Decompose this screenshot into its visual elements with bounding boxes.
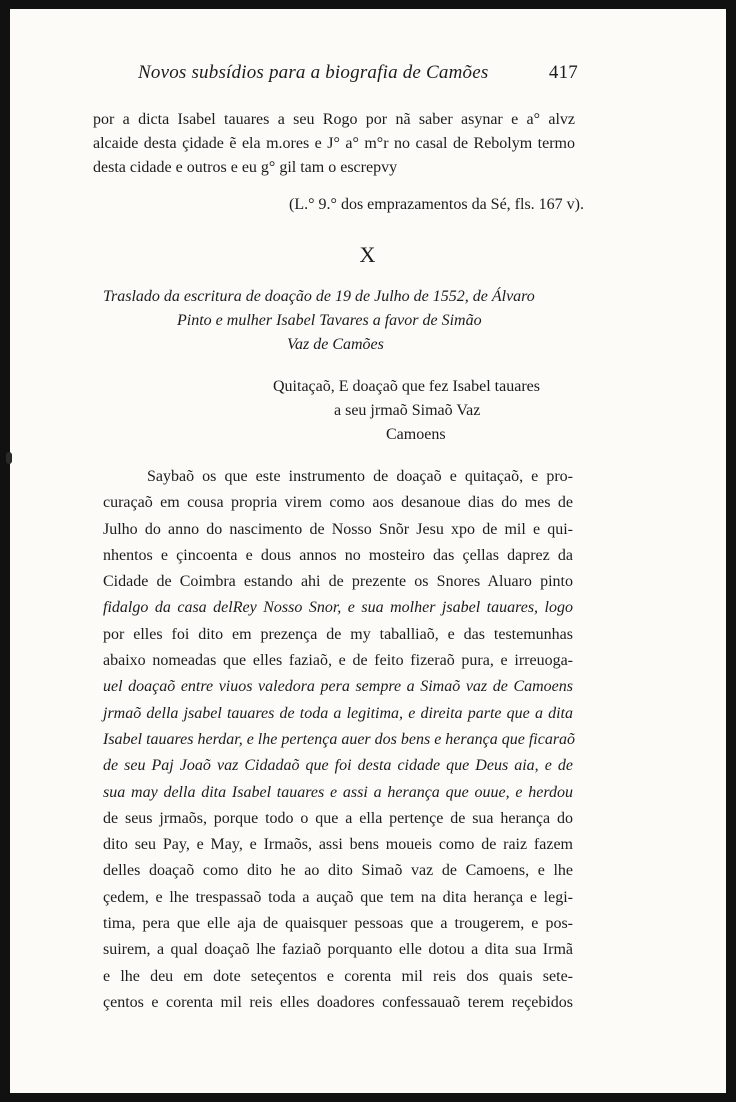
section-number: X <box>359 242 377 267</box>
body-line: curaçaõ em cousa propria virem como aos desanoue dias do mes de <box>103 494 573 512</box>
page-number: 417 <box>548 62 578 83</box>
intro-line: desta cidade e outros e eu g° gil tam o escrepvy <box>93 159 398 176</box>
document-subtitle-line: a seu jrmaõ Simaõ Vaz <box>334 402 481 419</box>
body-line: e lhe deu em dote seteçentos e corenta mil reis dos quais sete- <box>103 967 573 985</box>
body-line: dito seu Pay, e May, e Irmaõs, assi bens moueis como de raiz fazem <box>103 836 573 854</box>
section-title-line: Pinto e mulher Isabel Tavares a favor de Simão <box>177 312 482 329</box>
section-title-line: Vaz de Camões <box>287 336 384 353</box>
running-header <box>138 62 578 84</box>
body-line: Isabel tauares herdar, e lhe pertença auer dos bens e herança que ficaraõ <box>103 730 576 748</box>
document-subtitle-line: Camoens <box>386 426 446 443</box>
body-line: delles doaçaõ como dito he ao dito Simaõ vaz de Camoens, e lhe <box>103 862 573 880</box>
body-line: tima, pera que elle aja de quaisquer pessoas que a trougerem, e pos- <box>103 915 573 933</box>
body-line: fidalgo da casa delRey Nosso Snor, e sua molher jsabel tauares, logo <box>103 599 573 617</box>
body-line: por elles foi dito em prezença de my taballiaõ, e das testemunhas <box>103 625 573 643</box>
intro-line: por a dicta Isabel tauares a seu Rogo por nã saber asynar e a° alvz <box>93 111 575 128</box>
body-line: çedem, e lhe trespassaõ toda a auçaõ que tem na dita herança e legi- <box>103 888 573 906</box>
body-line: abaixo nomeadas que elles faziaõ, e de feito fizeraõ pura, e irreuoga- <box>103 652 573 670</box>
body-line: de seu Paj Joaõ vaz Cidadaõ que foi desta cidade que Deus aia, e de <box>103 757 573 775</box>
source-reference: (L.° 9.° dos emprazamentos da Sé, fls. 167 v). <box>289 196 584 213</box>
body-line: Saybaõ os que este instrumento de doaçaõ e quitaçaõ, e pro- <box>147 468 573 485</box>
body-paragraph <box>103 464 576 1016</box>
body-line: jrmaõ della jsabel tauares de toda a legitima, e direita parte que a dita <box>103 704 573 722</box>
intro-paragraph <box>93 108 575 180</box>
scan-speck <box>6 452 12 464</box>
section-title-line: Traslado da escritura de doação de 19 de Julho de 1552, de Álvaro <box>103 288 535 305</box>
body-line: Cidade de Coimbra estando ahi de prezente os Snores Aluaro pinto <box>103 573 573 591</box>
intro-line: alcaide desta çidade ẽ ela m.ores e J° a° m°r no casal de Rebolym termo <box>93 135 575 152</box>
document-subtitle-line: Quitaçaõ, E doaçaõ que fez Isabel tauares <box>273 378 540 395</box>
body-line: de seus jrmaõs, porque todo o que a ella pertençe de sua herança do <box>103 809 573 827</box>
body-line: uel doaçaõ entre viuos valedora pera sempre a Simaõ vaz de Camoens <box>103 678 573 696</box>
body-line: suirem, a qual doaçaõ lhe faziaõ porquanto elle dotou a dita sua Irmã <box>103 941 573 959</box>
body-line: sua may della dita Isabel tauares e assi a herança que ouue, e herdou <box>103 783 573 801</box>
body-line: çentos e corenta mil reis elles doadores confessauaõ terem reçebidos <box>103 993 573 1011</box>
body-line: Julho do anno do nascimento de Nosso Snõr Jesu xpo de mil e qui- <box>103 520 573 538</box>
header-title: Novos subsídios para a biografia de Camões <box>138 62 489 83</box>
body-line: nhentos e çincoenta e dous annos no mosteiro das çellas daprez da <box>103 546 573 564</box>
